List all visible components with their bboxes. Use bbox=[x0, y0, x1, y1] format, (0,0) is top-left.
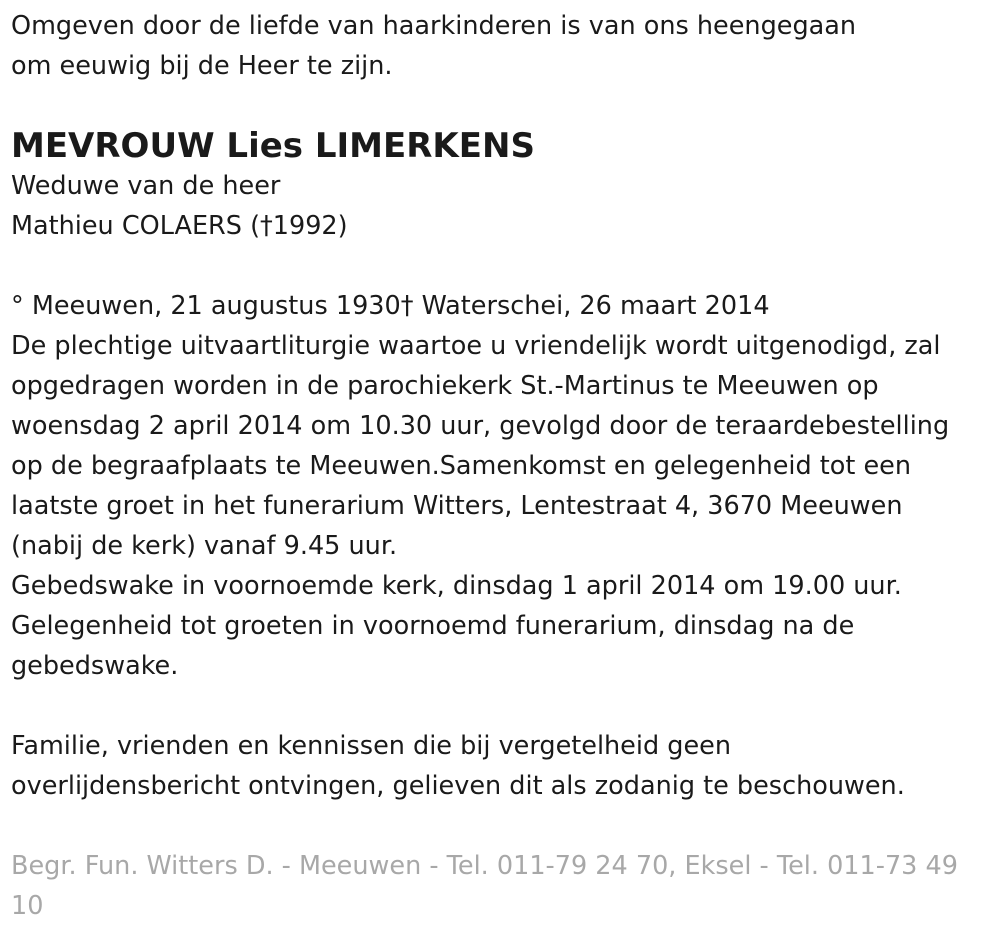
body-line: Gebedswake in voornoemde kerk, dinsdag 1 april 2014 om 19.00 uur. bbox=[11, 571, 902, 601]
intro-line: om eeuwig bij de Heer te zijn. bbox=[11, 51, 393, 81]
spacer bbox=[11, 686, 996, 726]
footer-line: Begr. Fun. Witters D. - Meeuwen - Tel. 011-79 24 70, Eksel - Tel. 011-73 49 bbox=[11, 851, 958, 881]
body-line: laatste groet in het funerarium Witters, Lentestraat 4, 3670 Meeuwen bbox=[11, 491, 903, 521]
body-line: De plechtige uitvaartliturgie waartoe u vriendelijk wordt uitgenodigd, zal bbox=[11, 331, 941, 361]
widow-line: Weduwe van de heer bbox=[11, 171, 281, 201]
intro-line: Omgeven door de liefde van haarkinderen is van ons heengegaan bbox=[11, 11, 857, 41]
body-line: opgedragen worden in de parochiekerk St.-Martinus te Meeuwen op bbox=[11, 371, 879, 401]
family-note-line: Familie, vrienden en kennissen die bij vergetelheid geen bbox=[11, 731, 731, 761]
body-line: (nabij de kerk) vanaf 9.45 uur. bbox=[11, 531, 398, 561]
family-note bbox=[11, 726, 996, 806]
footer-line: 10 bbox=[11, 891, 44, 921]
body-line: gebedswake. bbox=[11, 651, 179, 681]
widow-line: Mathieu COLAERS (†1992) bbox=[11, 211, 348, 241]
intro-text bbox=[11, 6, 996, 86]
widow-of bbox=[11, 166, 996, 246]
body-line: op de begraafplaats te Meeuwen.Samenkomst en gelegenheid tot een bbox=[11, 451, 912, 481]
deceased-name: MEVROUW Lies LIMERKENS bbox=[11, 126, 535, 166]
spacer bbox=[11, 806, 996, 846]
dates-line: ° Meeuwen, 21 augustus 1930† Waterschei, 26 maart 2014 bbox=[11, 291, 770, 321]
spacer bbox=[11, 246, 996, 286]
family-note-line: overlijdensbericht ontvingen, gelieven dit als zodanig te beschouwen. bbox=[11, 771, 905, 801]
funeral-home-footer bbox=[11, 846, 996, 926]
death-notice bbox=[11, 6, 996, 926]
body-line: woensdag 2 april 2014 om 10.30 uur, gevolgd door de teraardebestelling bbox=[11, 411, 950, 441]
notice-body bbox=[11, 286, 996, 686]
body-line: Gelegenheid tot groeten in voornoemd funerarium, dinsdag na de bbox=[11, 611, 855, 641]
